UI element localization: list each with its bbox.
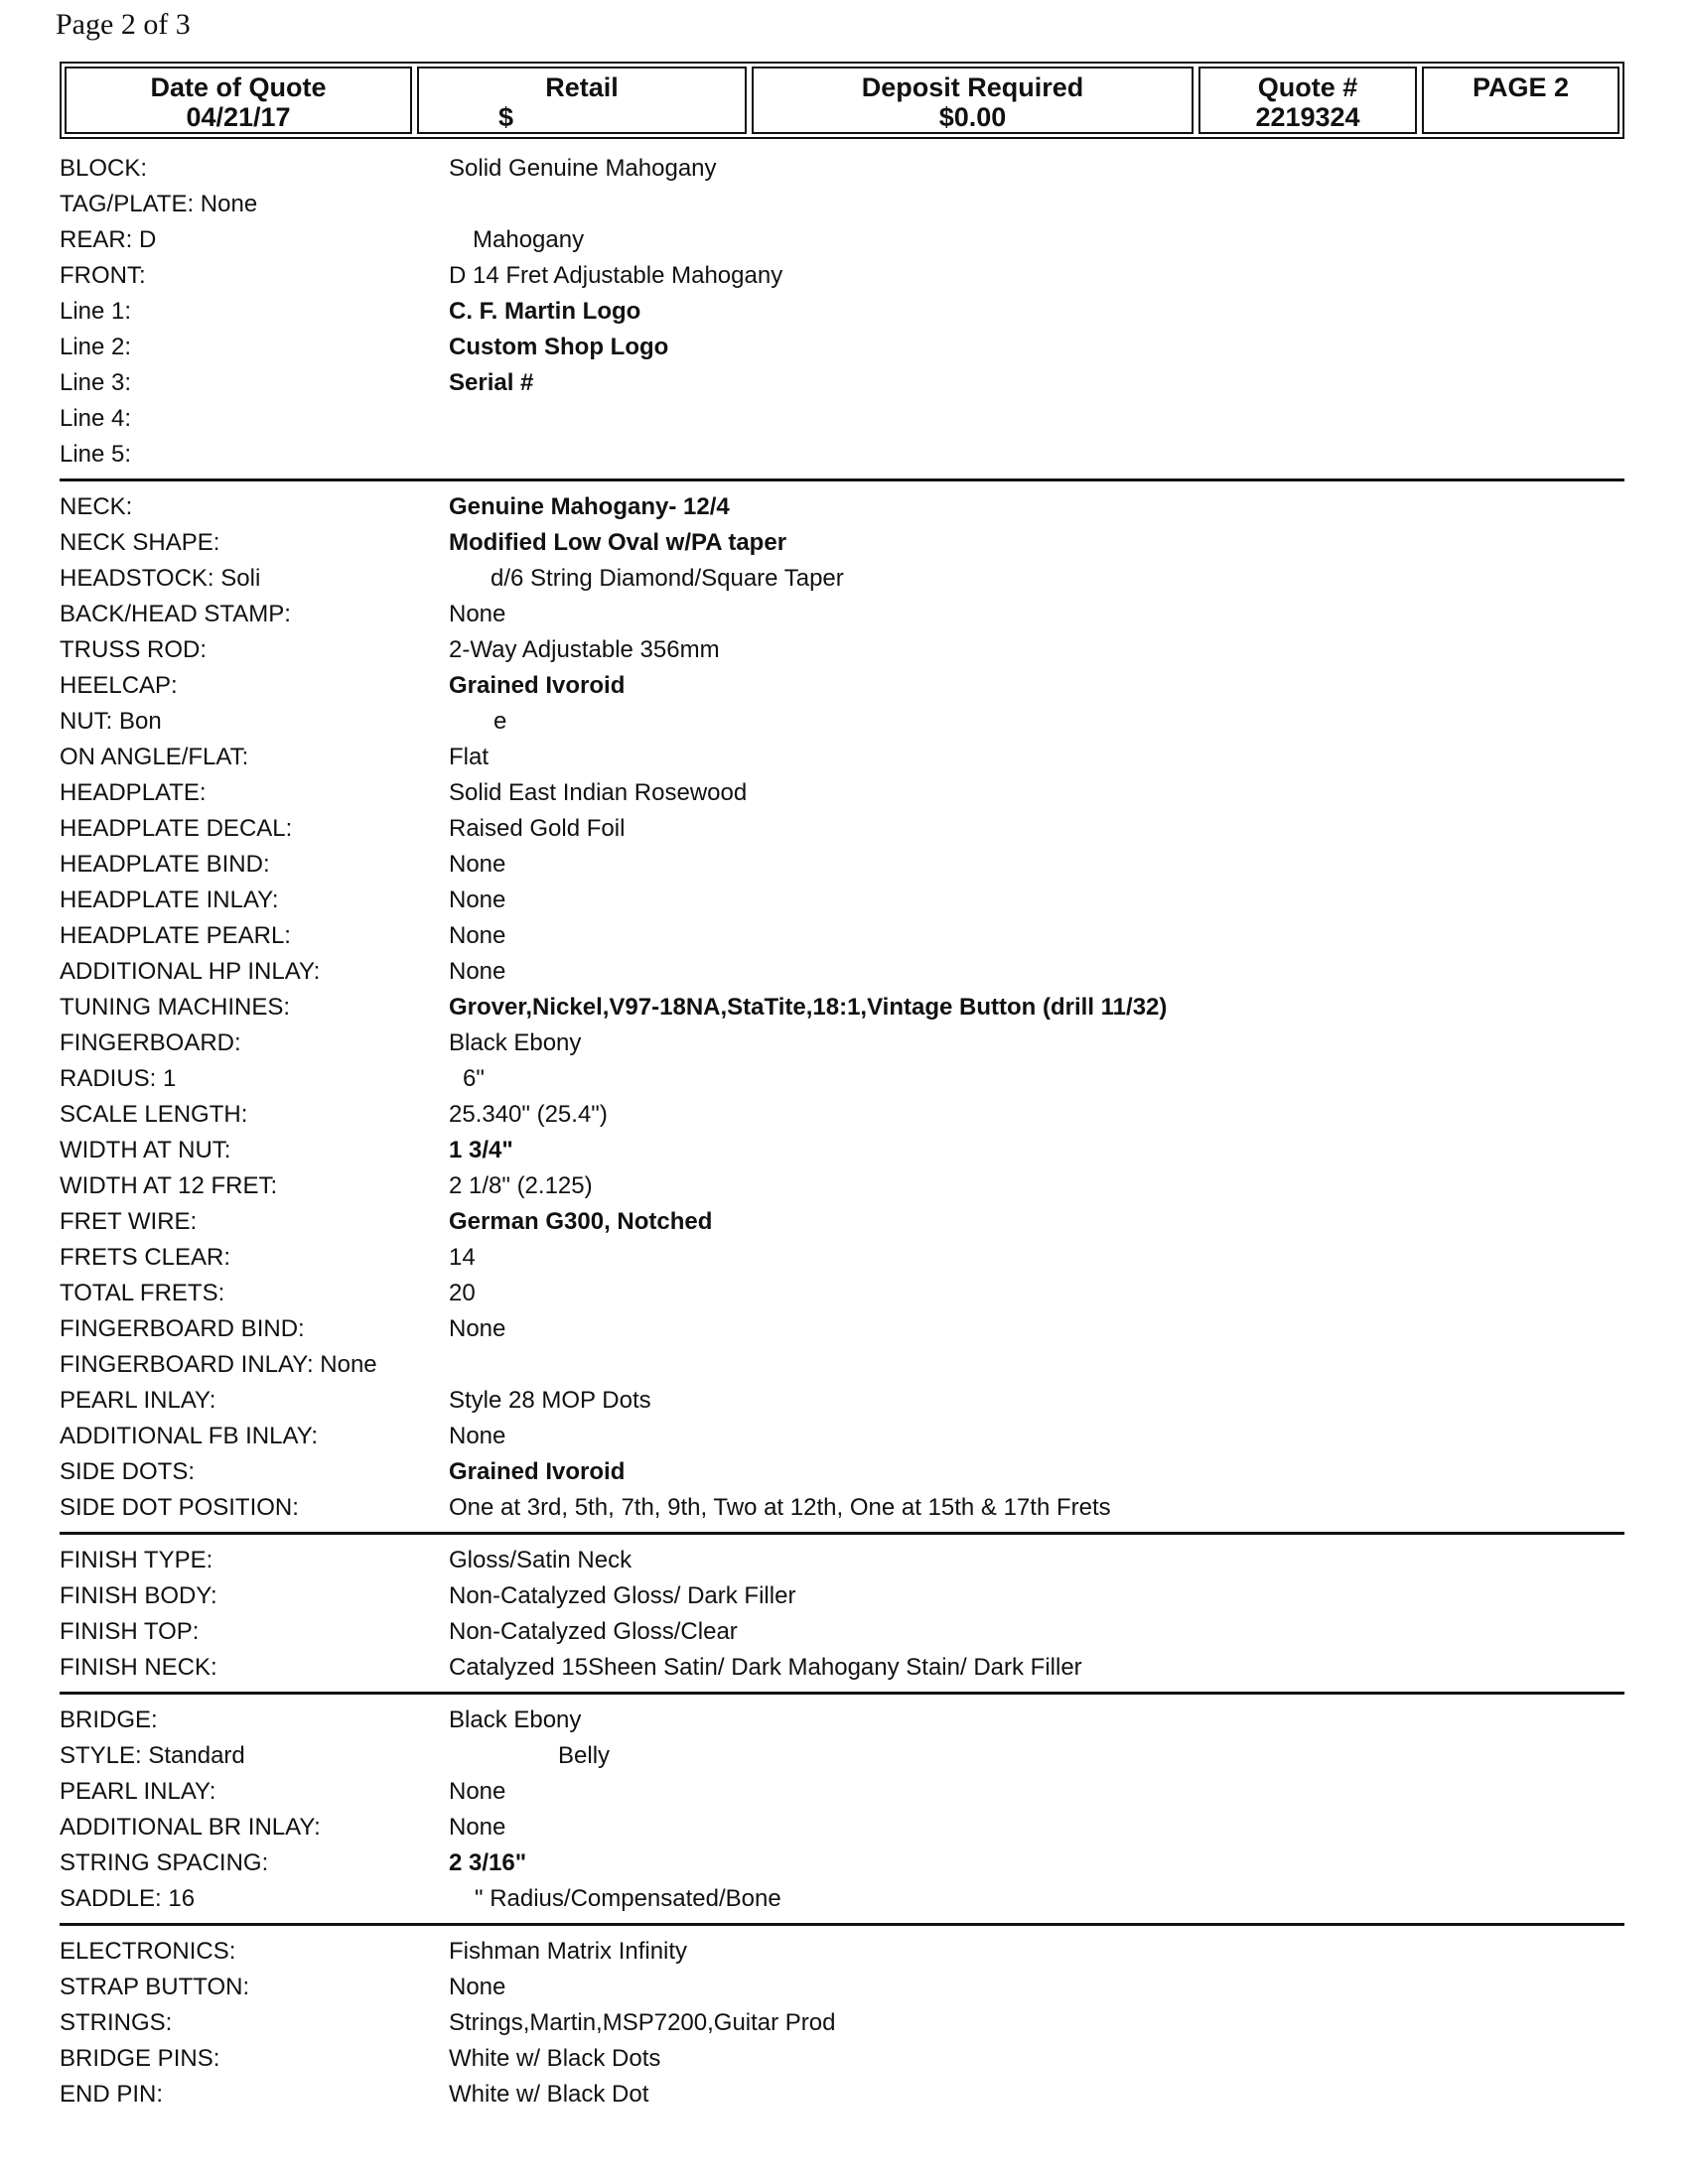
spec-row bbox=[60, 1845, 1624, 1881]
spec-value: None bbox=[449, 1315, 506, 1342]
spec-label: Line 2: bbox=[60, 334, 132, 360]
spec-value: White w/ Black Dots bbox=[449, 2045, 661, 2072]
spec-value: None bbox=[449, 1778, 506, 1805]
spec-label: FINGERBOARD BIND: bbox=[60, 1315, 305, 1342]
spec-value: 2 1/8" (2.125) bbox=[449, 1172, 593, 1199]
spec-label: HEADPLATE INLAY: bbox=[60, 887, 279, 913]
spec-label: REAR: D bbox=[60, 226, 157, 253]
spec-value: e bbox=[493, 708, 507, 735]
spec-label: SIDE DOTS: bbox=[60, 1458, 196, 1485]
spec-row bbox=[60, 1276, 1624, 1311]
spec-label: ADDITIONAL BR INLAY: bbox=[60, 1814, 321, 1841]
spec-sheet bbox=[60, 151, 1624, 2113]
spec-label: FINGERBOARD: bbox=[60, 1029, 241, 1056]
spec-label: TRUSS ROD: bbox=[60, 636, 208, 663]
date-of-quote-value: 04/21/17 bbox=[186, 102, 291, 132]
spec-label: HEADPLATE BIND: bbox=[60, 851, 270, 878]
spec-value: Custom Shop Logo bbox=[449, 334, 669, 360]
spec-row bbox=[60, 1934, 1624, 1970]
spec-value: Strings,Martin,MSP7200,Guitar Prod bbox=[449, 2009, 836, 2036]
spec-value: None bbox=[449, 922, 506, 949]
date-of-quote-label: Date of Quote bbox=[150, 72, 327, 102]
spec-label: WIDTH AT NUT: bbox=[60, 1137, 231, 1163]
spec-label: FINISH NECK: bbox=[60, 1654, 217, 1681]
spec-label: HEADPLATE PEARL: bbox=[60, 922, 291, 949]
spec-row bbox=[60, 525, 1624, 561]
spec-row bbox=[60, 561, 1624, 597]
spec-row bbox=[60, 1097, 1624, 1133]
spec-row bbox=[60, 1614, 1624, 1650]
spec-value: Style 28 MOP Dots bbox=[449, 1387, 651, 1414]
spec-value: Solid East Indian Rosewood bbox=[449, 779, 748, 806]
spec-row bbox=[60, 1970, 1624, 2005]
spec-label: FINGERBOARD INLAY: None bbox=[60, 1351, 377, 1378]
spec-row bbox=[60, 401, 1624, 437]
spec-value: Grover,Nickel,V97-18NA,StaTite,18:1,Vintage Button (drill 11/32) bbox=[449, 994, 1168, 1021]
spec-row bbox=[60, 2005, 1624, 2041]
spec-label: TOTAL FRETS: bbox=[60, 1280, 225, 1306]
quote-header-table bbox=[60, 62, 1624, 139]
spec-label: RADIUS: 1 bbox=[60, 1065, 177, 1092]
spec-row bbox=[60, 740, 1624, 775]
spec-value: One at 3rd, 5th, 7th, 9th, Two at 12th, One at 15th & 17th Frets bbox=[449, 1494, 1111, 1521]
spec-label: TUNING MACHINES: bbox=[60, 994, 291, 1021]
spec-label: STYLE: Standard bbox=[60, 1742, 245, 1769]
spec-row bbox=[60, 222, 1624, 258]
spec-label: HEADPLATE DECAL: bbox=[60, 815, 293, 842]
spec-value: 25.340" (25.4") bbox=[449, 1101, 608, 1128]
spec-label: BACK/HEAD STAMP: bbox=[60, 601, 291, 627]
spec-label: ADDITIONAL HP INLAY: bbox=[60, 958, 321, 985]
spec-label: TAG/PLATE: None bbox=[60, 191, 258, 217]
spec-value: None bbox=[449, 601, 506, 627]
spec-value: Grained Ivoroid bbox=[449, 1458, 626, 1485]
spec-row bbox=[60, 1650, 1624, 1686]
spec-value: Gloss/Satin Neck bbox=[449, 1547, 633, 1573]
spec-label: SADDLE: 16 bbox=[60, 1885, 196, 1912]
spec-label: STRAP BUTTON: bbox=[60, 1974, 250, 2000]
spec-row bbox=[60, 258, 1624, 294]
spec-row bbox=[60, 1543, 1624, 1578]
spec-row bbox=[60, 704, 1624, 740]
section-divider bbox=[60, 1532, 1624, 1535]
spec-value: Fishman Matrix Infinity bbox=[449, 1938, 688, 1965]
spec-row bbox=[60, 1774, 1624, 1810]
spec-value: Flat bbox=[449, 744, 490, 770]
spec-value: Raised Gold Foil bbox=[449, 815, 626, 842]
spec-label: NUT: Bon bbox=[60, 708, 162, 735]
section-divider bbox=[60, 1923, 1624, 1926]
deposit-required-value: $0.00 bbox=[938, 102, 1007, 132]
spec-value: None bbox=[449, 958, 506, 985]
spec-label: FINISH TOP: bbox=[60, 1618, 200, 1645]
spec-label: Line 5: bbox=[60, 441, 132, 468]
spec-label: FINISH BODY: bbox=[60, 1582, 217, 1609]
spec-row bbox=[60, 1204, 1624, 1240]
spec-label: NECK SHAPE: bbox=[60, 529, 220, 556]
spec-row bbox=[60, 1738, 1624, 1774]
deposit-required-label: Deposit Required bbox=[861, 72, 1084, 102]
spec-row bbox=[60, 437, 1624, 473]
spec-row bbox=[60, 847, 1624, 883]
page-label-cell bbox=[1422, 67, 1619, 134]
spec-value: Belly bbox=[558, 1742, 611, 1769]
spec-label: SIDE DOT POSITION: bbox=[60, 1494, 299, 1521]
spec-label: ON ANGLE/FLAT: bbox=[60, 744, 249, 770]
spec-row bbox=[60, 1810, 1624, 1845]
spec-label: ELECTRONICS: bbox=[60, 1938, 236, 1965]
date-of-quote-cell bbox=[65, 67, 412, 134]
spec-row bbox=[60, 775, 1624, 811]
spec-label: BRIDGE: bbox=[60, 1706, 158, 1733]
spec-row bbox=[60, 597, 1624, 632]
spec-label: FRETS CLEAR: bbox=[60, 1244, 231, 1271]
spec-row bbox=[60, 1383, 1624, 1419]
quote-number-label: Quote # bbox=[1257, 72, 1358, 102]
spec-value: Black Ebony bbox=[449, 1706, 582, 1733]
spec-label: HEADPLATE: bbox=[60, 779, 207, 806]
spec-value: None bbox=[449, 1814, 506, 1841]
spec-value: None bbox=[449, 851, 506, 878]
spec-label: NECK: bbox=[60, 493, 133, 520]
spec-label: BRIDGE PINS: bbox=[60, 2045, 220, 2072]
spec-value: None bbox=[449, 1974, 506, 2000]
spec-row bbox=[60, 1168, 1624, 1204]
page-counter: Page 2 of 3 bbox=[56, 8, 191, 41]
spec-value: Mahogany bbox=[473, 226, 585, 253]
spec-value: 2 3/16" bbox=[449, 1849, 527, 1876]
spec-row bbox=[60, 151, 1624, 187]
spec-row bbox=[60, 811, 1624, 847]
spec-value: 6" bbox=[463, 1065, 485, 1092]
spec-label: Line 1: bbox=[60, 298, 132, 325]
spec-value: d/6 String Diamond/Square Taper bbox=[491, 565, 844, 592]
page-label: PAGE 2 bbox=[1472, 72, 1570, 102]
spec-row bbox=[60, 1133, 1624, 1168]
spec-label: FINISH TYPE: bbox=[60, 1547, 213, 1573]
spec-row bbox=[60, 954, 1624, 990]
spec-label: HEELCAP: bbox=[60, 672, 178, 699]
spec-row bbox=[60, 1347, 1624, 1383]
spec-value: 14 bbox=[449, 1244, 476, 1271]
spec-value: None bbox=[449, 887, 506, 913]
spec-row bbox=[60, 2041, 1624, 2077]
spec-value: 2-Way Adjustable 356mm bbox=[449, 636, 720, 663]
spec-value: D 14 Fret Adjustable Mahogany bbox=[449, 262, 783, 289]
retail-label: Retail bbox=[545, 72, 619, 102]
spec-label: SCALE LENGTH: bbox=[60, 1101, 248, 1128]
spec-value: None bbox=[449, 1423, 506, 1449]
spec-label: Line 3: bbox=[60, 369, 132, 396]
spec-row bbox=[60, 1703, 1624, 1738]
spec-value: Non-Catalyzed Gloss/Clear bbox=[449, 1618, 738, 1645]
retail-cell bbox=[417, 67, 747, 134]
spec-label: FRONT: bbox=[60, 262, 146, 289]
spec-row bbox=[60, 365, 1624, 401]
spec-row bbox=[60, 632, 1624, 668]
spec-value: German G300, Notched bbox=[449, 1208, 713, 1235]
spec-value: Solid Genuine Mahogany bbox=[449, 155, 717, 182]
spec-label: BLOCK: bbox=[60, 155, 148, 182]
spec-row bbox=[60, 330, 1624, 365]
spec-label: ADDITIONAL FB INLAY: bbox=[60, 1423, 319, 1449]
spec-value: Black Ebony bbox=[449, 1029, 582, 1056]
spec-row bbox=[60, 1454, 1624, 1490]
spec-label: FRET WIRE: bbox=[60, 1208, 198, 1235]
spec-value: Modified Low Oval w/PA taper bbox=[449, 529, 787, 556]
spec-value: Genuine Mahogany- 12/4 bbox=[449, 493, 730, 520]
spec-row bbox=[60, 2077, 1624, 2113]
spec-row bbox=[60, 1490, 1624, 1526]
spec-row bbox=[60, 990, 1624, 1025]
spec-label: WIDTH AT 12 FRET: bbox=[60, 1172, 278, 1199]
spec-row bbox=[60, 918, 1624, 954]
quote-number-cell bbox=[1198, 67, 1417, 134]
spec-row bbox=[60, 187, 1624, 222]
spec-label: Line 4: bbox=[60, 405, 132, 432]
spec-row bbox=[60, 489, 1624, 525]
spec-value: Serial # bbox=[449, 369, 534, 396]
deposit-required-cell bbox=[752, 67, 1194, 134]
spec-value: Catalyzed 15Sheen Satin/ Dark Mahogany Stain/ Dark Filler bbox=[449, 1654, 1082, 1681]
spec-row bbox=[60, 883, 1624, 918]
spec-value: Grained Ivoroid bbox=[449, 672, 626, 699]
spec-value: " Radius/Compensated/Bone bbox=[475, 1885, 781, 1912]
spec-row bbox=[60, 1061, 1624, 1097]
spec-row bbox=[60, 1578, 1624, 1614]
spec-row bbox=[60, 1240, 1624, 1276]
spec-label: END PIN: bbox=[60, 2081, 164, 2108]
spec-value: White w/ Black Dot bbox=[449, 2081, 649, 2108]
spec-row bbox=[60, 1311, 1624, 1347]
spec-value: 1 3/4" bbox=[449, 1137, 513, 1163]
section-divider bbox=[60, 1692, 1624, 1695]
spec-row bbox=[60, 1419, 1624, 1454]
spec-row bbox=[60, 1881, 1624, 1917]
spec-label: HEADSTOCK: Soli bbox=[60, 565, 261, 592]
spec-value: Non-Catalyzed Gloss/ Dark Filler bbox=[449, 1582, 796, 1609]
spec-value: C. F. Martin Logo bbox=[449, 298, 641, 325]
retail-value: $ bbox=[498, 102, 514, 132]
spec-label: STRING SPACING: bbox=[60, 1849, 269, 1876]
spec-row bbox=[60, 294, 1624, 330]
quote-number-value: 2219324 bbox=[1255, 102, 1360, 132]
spec-label: PEARL INLAY: bbox=[60, 1387, 216, 1414]
spec-row bbox=[60, 1025, 1624, 1061]
spec-label: PEARL INLAY: bbox=[60, 1778, 216, 1805]
spec-value: 20 bbox=[449, 1280, 476, 1306]
spec-label: STRINGS: bbox=[60, 2009, 173, 2036]
spec-row bbox=[60, 668, 1624, 704]
section-divider bbox=[60, 478, 1624, 481]
